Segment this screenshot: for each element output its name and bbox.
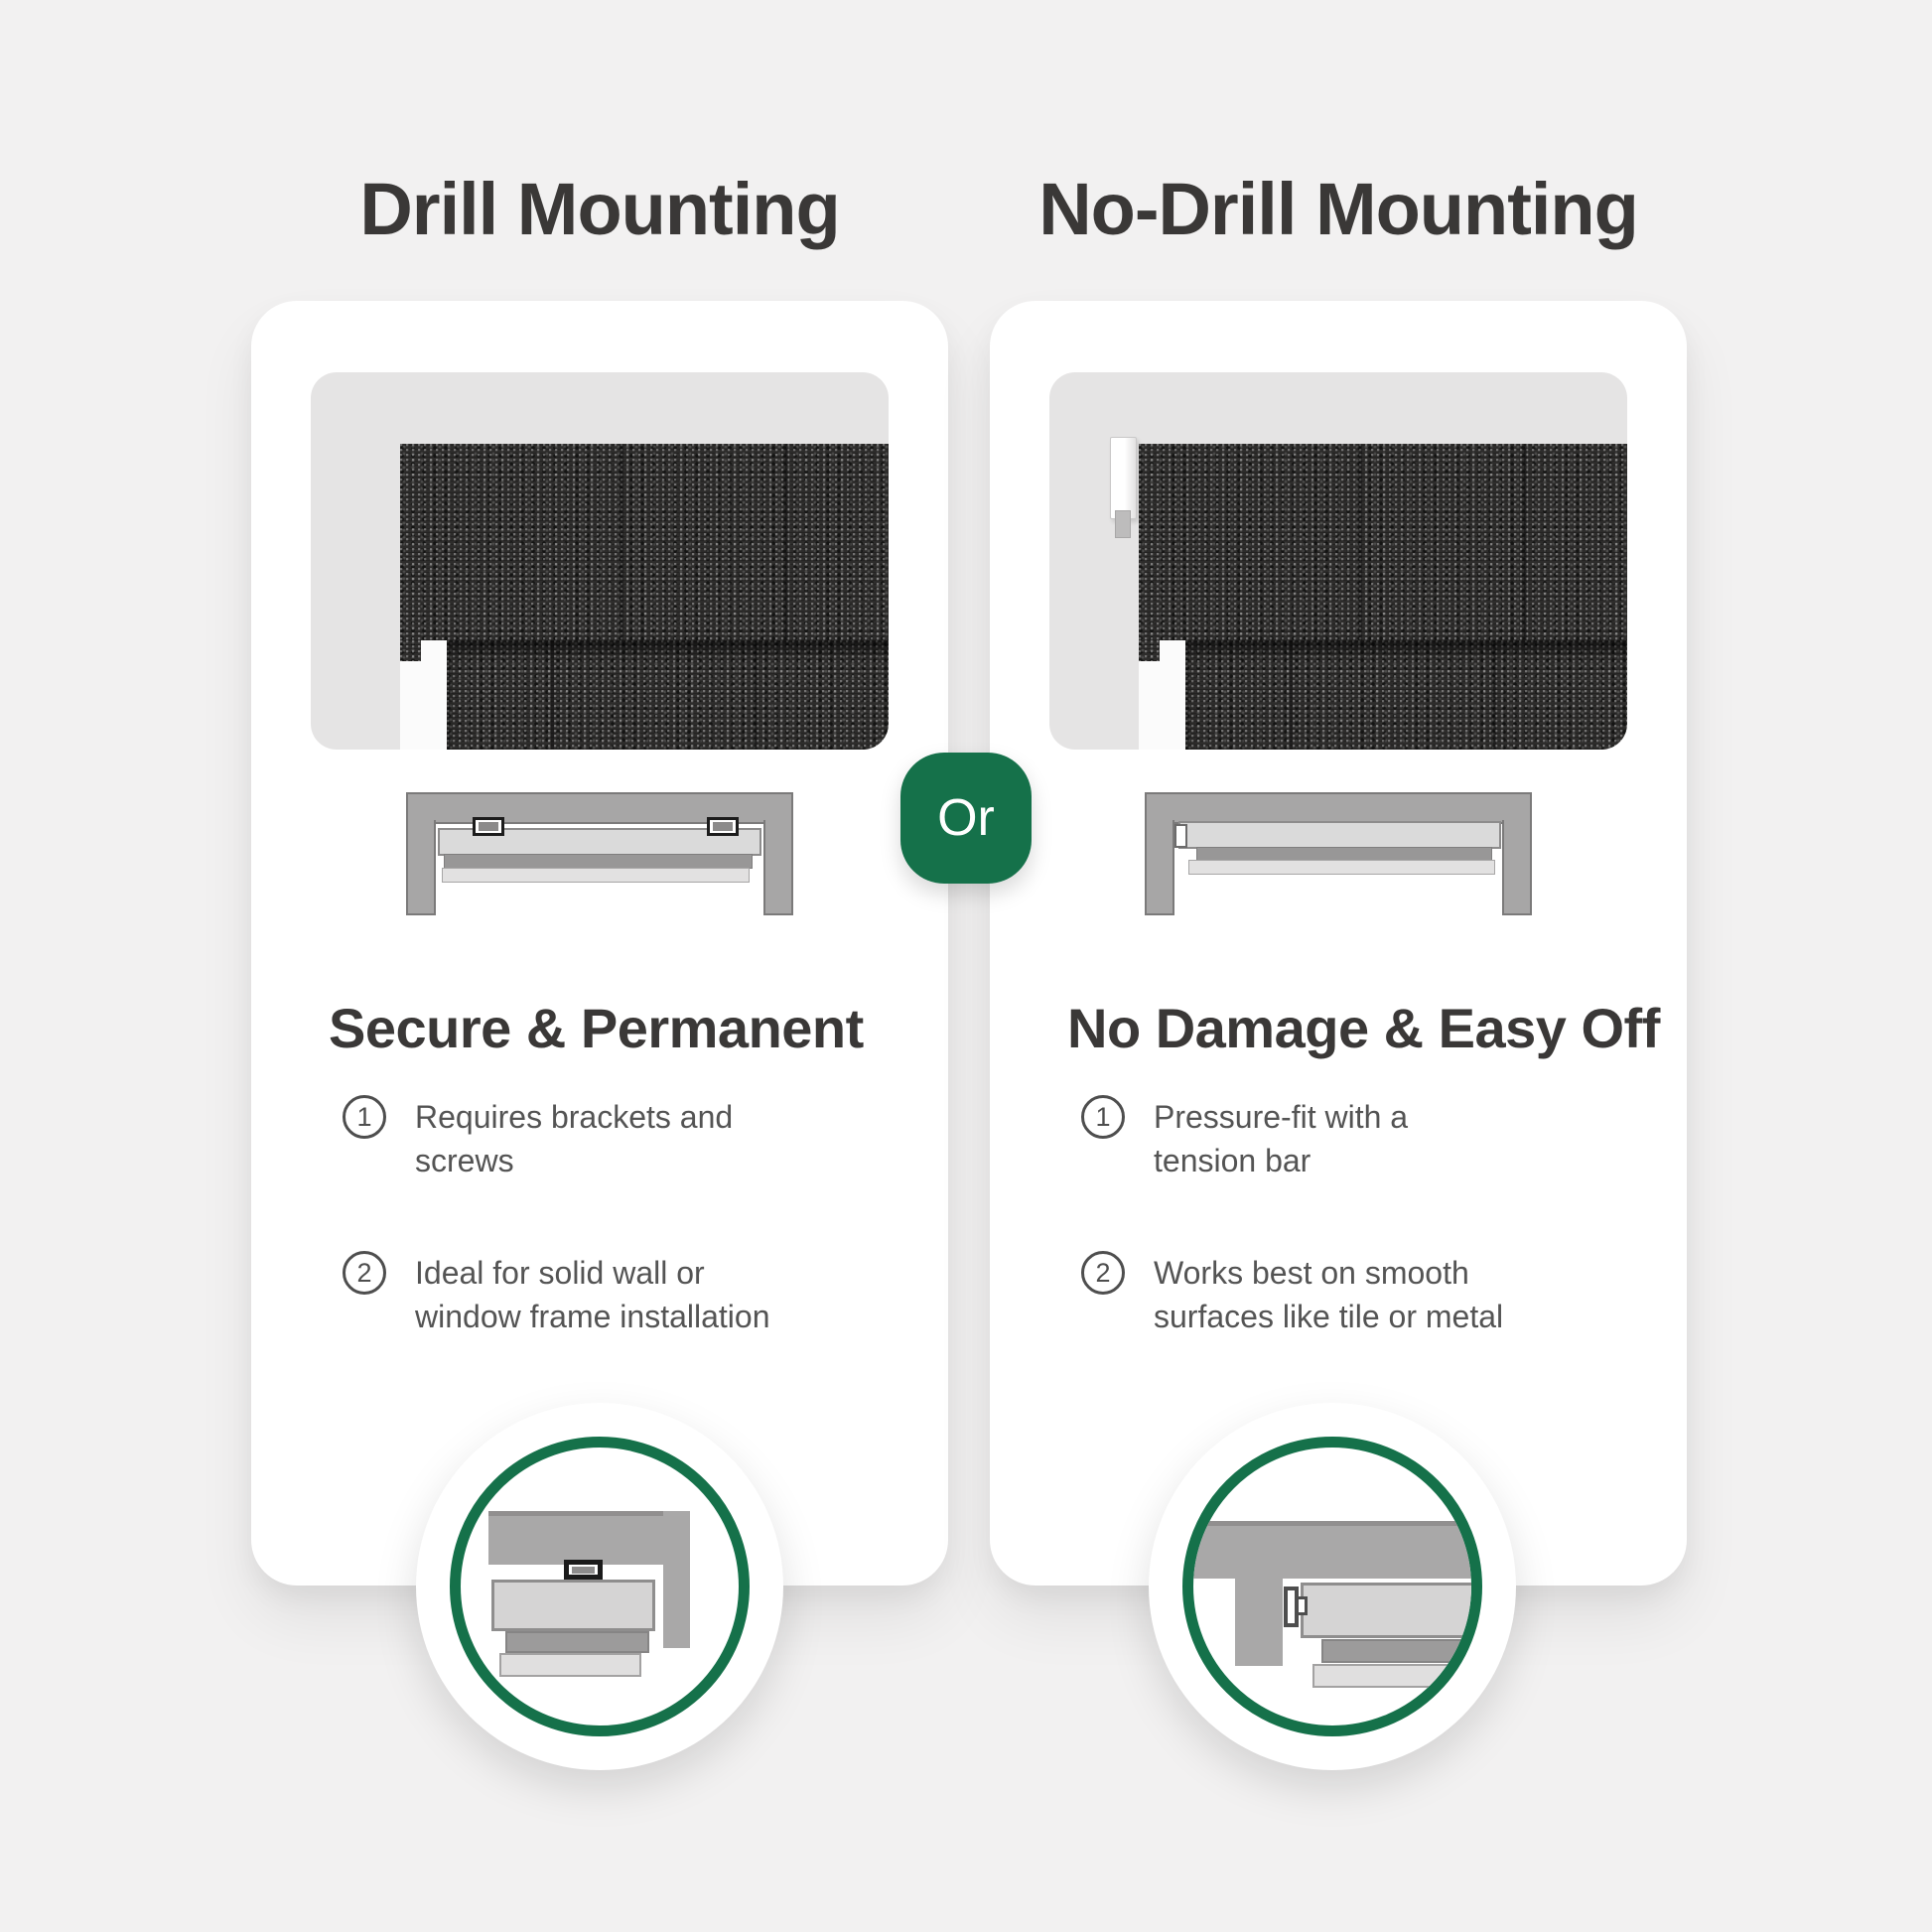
fabric-tab <box>1139 640 1160 661</box>
tension-bar-foot <box>1299 1596 1308 1616</box>
number-badge: 1 <box>343 1095 386 1139</box>
window-frame-right <box>1502 820 1532 915</box>
no-drill-point-2 <box>1081 1251 1503 1338</box>
screw-bracket-icon <box>473 817 504 836</box>
no-drill-mounting-card <box>990 301 1687 1586</box>
headrail-cross-section <box>1301 1583 1482 1638</box>
fabric-roll-dark <box>1196 847 1492 861</box>
drill-mounting-title: Drill Mounting <box>359 168 840 250</box>
fabric-roll-dark <box>444 854 753 869</box>
fabric-seam <box>1359 444 1362 640</box>
drill-point-2 <box>343 1251 770 1338</box>
fabric-tab <box>400 640 421 661</box>
drill-detail-lens <box>450 1437 750 1736</box>
shade-bottom-bar <box>447 640 889 750</box>
fabric-roll-light <box>1188 860 1495 875</box>
tension-bar-icon <box>1174 824 1187 848</box>
fabric-roll-dark <box>1321 1639 1482 1663</box>
window-frame-left <box>1145 820 1174 915</box>
shade-bottom-bar <box>1185 640 1627 750</box>
fabric-seam <box>621 444 623 640</box>
drill-shade-photo <box>311 372 889 750</box>
no-drill-detail-lens <box>1182 1437 1482 1736</box>
fabric-seam <box>1524 444 1527 640</box>
fabric-seam <box>785 444 788 640</box>
drill-detail-callout <box>416 1403 783 1770</box>
window-frame-top <box>1145 792 1532 824</box>
screw-bracket-icon <box>707 817 739 836</box>
frame-cross-section <box>488 1511 689 1564</box>
tension-bracket-icon <box>1110 437 1136 520</box>
window-frame-left <box>406 820 436 915</box>
shade-fabric <box>400 444 889 640</box>
fabric-roll-dark <box>505 1631 650 1653</box>
frame-cross-section <box>1235 1577 1283 1666</box>
drill-point-1 <box>343 1095 733 1182</box>
frame-cross-section <box>663 1511 690 1647</box>
window-frame-right <box>763 820 793 915</box>
no-drill-shade-photo <box>1049 372 1627 750</box>
no-drill-point-1 <box>1081 1095 1408 1182</box>
no-drill-detail-callout <box>1149 1403 1516 1770</box>
no-drill-subtitle: No Damage & Easy Off <box>1067 997 1660 1059</box>
fabric-seam <box>755 640 758 750</box>
headrail-cross-section <box>491 1580 655 1631</box>
drill-subtitle: Secure & Permanent <box>329 997 864 1059</box>
no-drill-mounting-title: No-Drill Mounting <box>1038 168 1638 250</box>
frame-cross-section <box>1182 1521 1482 1578</box>
tension-bar-icon <box>1284 1587 1299 1627</box>
no-drill-mount-diagram <box>1145 792 1532 917</box>
shade-headrail <box>1178 821 1501 849</box>
drill-mounting-card <box>251 301 948 1586</box>
fabric-roll-light <box>1312 1664 1482 1688</box>
number-badge: 1 <box>1081 1095 1125 1139</box>
number-badge: 2 <box>1081 1251 1125 1295</box>
drill-point-2-text: Ideal for solid wall or window frame installation <box>415 1255 770 1334</box>
drill-mount-diagram <box>406 792 793 917</box>
screw-bracket-icon <box>564 1560 603 1580</box>
or-label: Or <box>937 789 995 847</box>
fabric-seam <box>1290 640 1293 750</box>
fabric-seam <box>551 640 554 750</box>
drill-point-1-text: Requires brackets and screws <box>415 1099 734 1178</box>
number-badge: 2 <box>343 1251 386 1295</box>
shade-fabric <box>1139 444 1627 640</box>
or-divider-badge <box>900 753 1032 884</box>
fabric-roll-light <box>442 868 750 883</box>
no-drill-point-2-text: Works best on smooth surfaces like tile or metal <box>1154 1255 1504 1334</box>
tension-bracket-stem <box>1115 510 1130 539</box>
fabric-seam <box>1493 640 1496 750</box>
fabric-roll-light <box>499 1653 641 1677</box>
no-drill-point-1-text: Pressure-fit with a tension bar <box>1154 1099 1409 1178</box>
